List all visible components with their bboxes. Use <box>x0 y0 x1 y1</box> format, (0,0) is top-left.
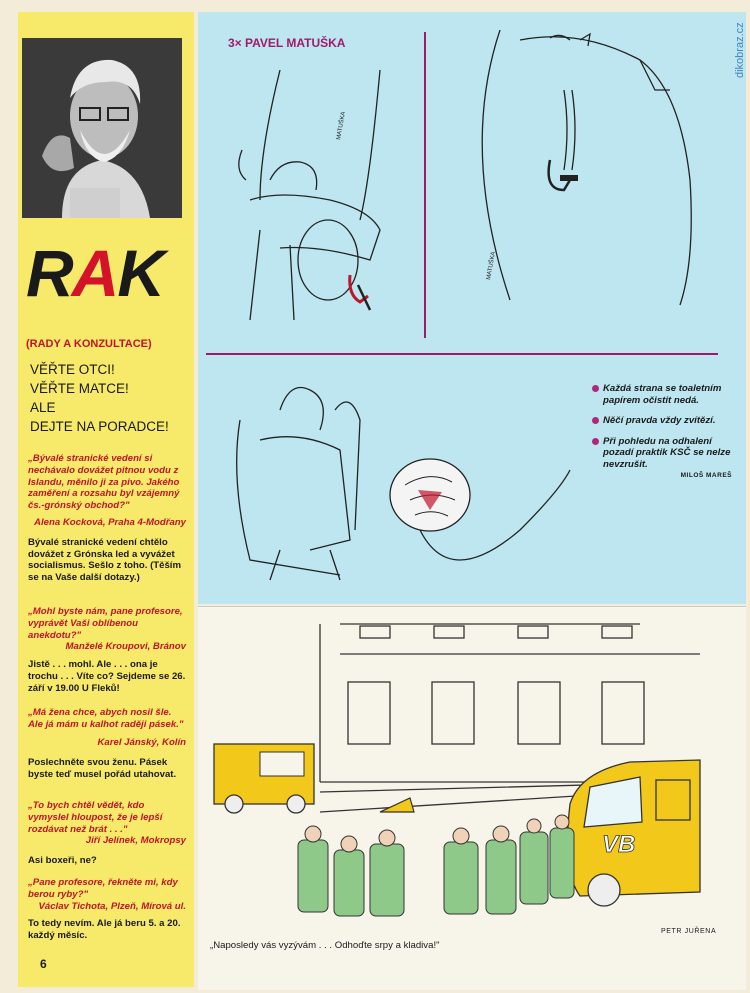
qa-item <box>28 877 186 942</box>
rak-subtitle: (RADY A KONZULTACE) <box>26 338 152 350</box>
watermark <box>730 8 748 78</box>
answer: To tedy nevím. Ale já beru 5. a 20. každý měsíc. <box>28 918 181 942</box>
bullet-dot-icon <box>592 438 599 445</box>
question: „Má žena chce, abych nosil šle. Ale já mám u kalhot raději pásek." <box>28 707 184 730</box>
question-signature: Václav Tichota, Plzeň, Mírová ul. <box>38 900 186 912</box>
vertical-divider <box>424 32 426 338</box>
question: „Mohl byste nám, pane profesore, vyprávět Vaši oblíbenou anekdotu?" <box>28 606 183 641</box>
bullet-list <box>592 383 732 482</box>
question: „To bych chtěl vědět, kdo vymyslel hloupost, že je lepší rozdávat než brát . . ." <box>28 800 163 835</box>
answer: Asi boxeři, ne? <box>28 855 97 867</box>
bullet-dot-icon <box>592 417 599 424</box>
svg-text:dikobraz.cz: dikobraz.cz <box>734 22 746 78</box>
bullet-item: Při pohledu na odhalení pozadí praktik KSČ se nelze nevzrušit. <box>592 436 732 471</box>
page-number: 6 <box>40 957 47 971</box>
answer: Poslechněte svou ženu. Pásek byste teď musel pořád utahovat. <box>28 757 177 781</box>
cartoon-ship <box>440 30 700 320</box>
horizontal-divider <box>206 353 718 355</box>
rak-logo: RAK <box>26 236 164 310</box>
cartoon-panel-title: 3× PAVEL MATUŠKA <box>228 36 346 50</box>
qa-item <box>28 800 186 867</box>
bullet-dot-icon <box>592 385 599 392</box>
motto-line: ALE <box>30 400 56 415</box>
qa-item <box>28 606 186 695</box>
qa-item <box>28 453 186 584</box>
question-signature: Jiří Jelínek, Mokropsy <box>85 835 186 847</box>
bullets-author: MILOŠ MAREŠ <box>680 472 732 479</box>
svg-text:MATUŠKA: MATUŠKA <box>336 111 347 141</box>
svg-text:MATUŠKA: MATUŠKA <box>486 251 497 281</box>
bottom-cartoon-author: PETR JUŘENA <box>661 928 717 935</box>
answer: Jistě . . . mohl. Ale . . . ona je trochu . . . Víte co? Sejdeme se 26. září v 19.00 U Fleků! <box>28 659 186 694</box>
question-signature: Alena Kocková, Praha 4-Modřany <box>34 516 186 528</box>
question-signature: Manželé Kroupovi, Bránov <box>65 641 186 653</box>
question: „Bývalé stranické vedení si nechávalo dovážet pitnou vodu z Islandu, měnilo ji za pivo. Jakého zaměření a rozsahu byl vzájemný čs.-grónský obchod?" <box>28 453 180 512</box>
portrait-drawing <box>22 38 182 218</box>
van-label: VB <box>602 831 636 858</box>
motto-line: VĚŘTE OTCI! <box>30 362 115 377</box>
answer: Bývalé stranické vedení chtělo dovážet z Grónska led a vyvážet socialismus. Sešlo z toho. (Těším se na Vaše další dotazy.) <box>28 536 182 584</box>
cartoon-mechanic <box>220 70 420 330</box>
bullet-item: Něčí pravda vždy zvítězí. <box>592 415 732 427</box>
motto-line: VĚŘTE MATCE! <box>30 381 129 396</box>
question: „Pane profesore, řekněte mi, kdy berou ryby?" <box>28 877 178 900</box>
question-signature: Karel Jánský, Kolín <box>97 736 186 748</box>
author-photo <box>22 38 182 218</box>
qa-item <box>28 707 186 781</box>
cartoon-sitting-man <box>220 370 580 590</box>
bottom-cartoon-caption: „Naposledy vás vyzývám . . . Odhoďte srpy a kladiva!" <box>210 940 440 951</box>
bullet-item: Každá strana se toaletním papírem očistit nedá. <box>592 383 732 406</box>
motto-line: DEJTE NA PORADCE! <box>30 419 169 434</box>
street-scene-drawing <box>200 612 744 924</box>
motto <box>30 360 169 436</box>
